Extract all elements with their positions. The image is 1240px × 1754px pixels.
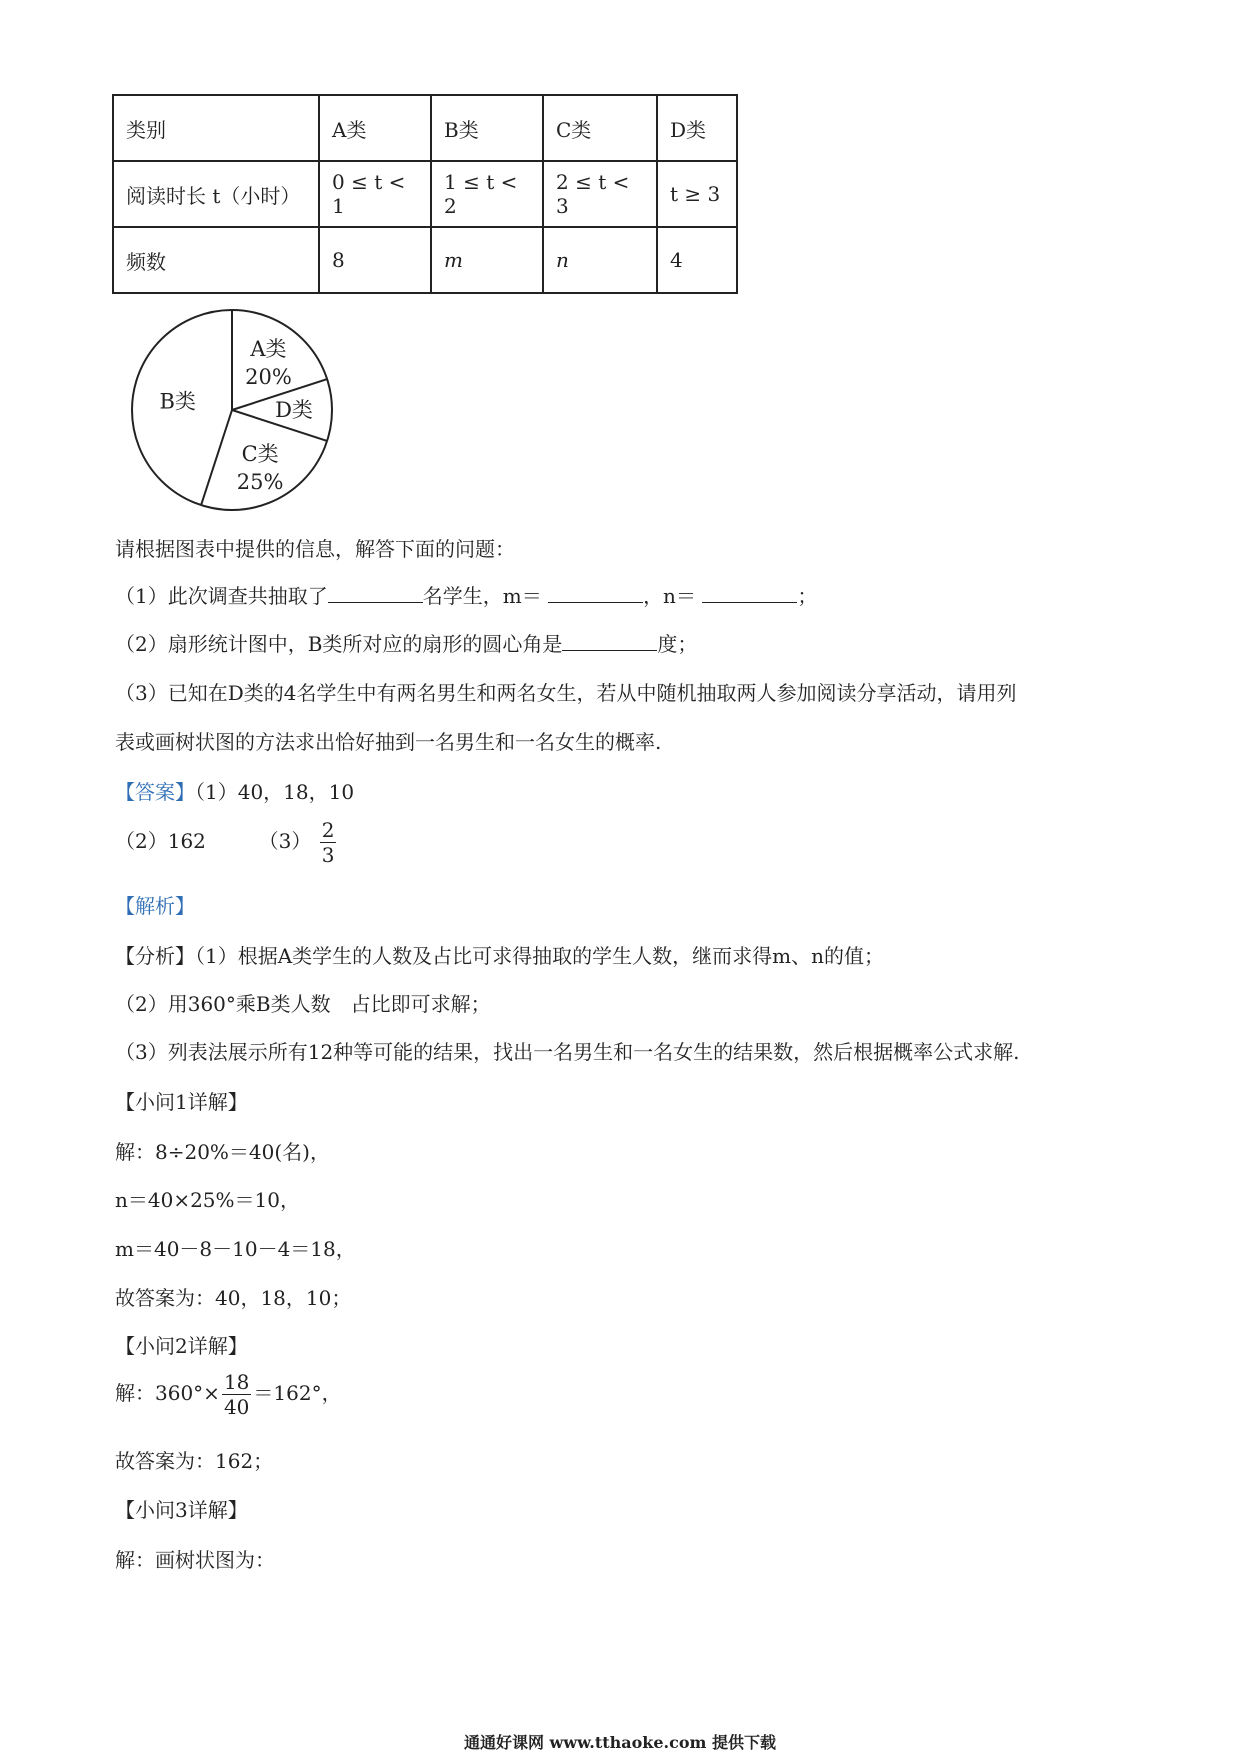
question-3-line2: 表或画树状图的方法求出恰好抽到一名男生和一名女生的概率. <box>115 730 662 754</box>
answer-line-2 <box>115 818 338 867</box>
table-cell: 2 ≤ t < 3 <box>543 161 657 227</box>
table-row <box>113 161 737 227</box>
fraction-numerator: 18 <box>223 1370 250 1394</box>
table-cell: n <box>543 227 657 293</box>
table-cell: 1 ≤ t < 2 <box>431 161 543 227</box>
pie-slice-value-label: 25% <box>236 470 284 495</box>
question-intro: 请根据图表中提供的信息，解答下面的问题： <box>115 537 515 561</box>
solution-line: 故答案为：40，18，10； <box>115 1286 352 1310</box>
pie-slice-label: D类 <box>275 398 313 422</box>
table-cell: 阅读时长 t（小时） <box>113 161 319 227</box>
answer-blank <box>548 584 643 603</box>
footer-watermark: 通通好课网 www.tthaoke.com 提供下载 <box>463 1733 777 1752</box>
question-3-line1: （3）已知在D类的4名学生中有两名男生和两名女生，若从中随机抽取两人参加阅读分享活动，请用列 <box>115 681 1017 705</box>
table-row <box>113 95 737 161</box>
table-cell: t ≥ 3 <box>657 161 737 227</box>
pie-chart <box>122 300 342 520</box>
fraction-numerator: 2 <box>321 818 335 842</box>
table-row <box>113 227 737 293</box>
s2-prefix: 解：360°× <box>115 1381 220 1405</box>
solution-line: m＝40－8－10－4＝18， <box>115 1237 356 1261</box>
table-cell: C类 <box>543 95 657 161</box>
q1-text-a: （1）此次调查共抽取了 <box>115 584 328 608</box>
q2-text-a: （2）扇形统计图中，B类所对应的扇形的圆心角是 <box>115 632 563 656</box>
q1-text-d: ； <box>797 584 818 608</box>
table-cell: 8 <box>319 227 431 293</box>
analysis-fx3: （3）列表法展示所有12种等可能的结果，找出一名男生和一名女生的结果数，然后根据概率公式求解. <box>115 1040 1020 1064</box>
frequency-table <box>112 94 738 294</box>
answer-1: （1）40，18，10 <box>195 780 355 804</box>
answer-blank <box>562 632 657 651</box>
analysis-fx2: （2）用360°乘B类人数 占比即可求解； <box>115 992 491 1016</box>
analysis-fx1: 【分析】（1）根据A类学生的人数及占比可求得抽取的学生人数，继而求得m、n的值； <box>115 944 885 968</box>
table-cell: D类 <box>657 95 737 161</box>
analysis-tag: 【解析】 <box>115 894 195 918</box>
table-cell: 频数 <box>113 227 319 293</box>
solution-line: 解：8÷20%＝40(名)， <box>115 1140 330 1164</box>
q1-text-c: ，n＝ <box>643 584 696 608</box>
answer-blank <box>702 584 797 603</box>
subquestion-2-title: 【小问2详解】 <box>115 1334 248 1358</box>
s2-suffix: ＝162°， <box>253 1381 342 1405</box>
fraction <box>320 818 337 867</box>
pie-slice-boundary <box>201 410 232 505</box>
question-1 <box>115 580 817 609</box>
fraction <box>222 1370 251 1419</box>
solution-line: n＝40×25%＝10， <box>115 1188 300 1212</box>
answer-2: （2）162 <box>115 829 206 853</box>
subquestion-1-title: 【小问1详解】 <box>115 1090 248 1114</box>
table-cell: 类别 <box>113 95 319 161</box>
table-cell: 0 ≤ t < 1 <box>319 161 431 227</box>
pie-slice-label: C类 <box>241 442 279 467</box>
subquestion-3-title: 【小问3详解】 <box>115 1498 248 1522</box>
answer-blank <box>328 584 423 603</box>
fraction-denominator: 3 <box>321 843 335 867</box>
table-cell: B类 <box>431 95 543 161</box>
q1-text-b: 名学生，m＝ <box>422 584 542 608</box>
q2-text-b: 度； <box>657 632 698 656</box>
answer-line-1 <box>115 776 354 805</box>
table-cell: 4 <box>657 227 737 293</box>
question-2 <box>115 628 697 657</box>
solution-line: 解：画树状图为： <box>115 1548 275 1572</box>
solution-line: 故答案为：162； <box>115 1449 274 1473</box>
answer-3-prefix: （3） <box>258 829 312 853</box>
solution-line <box>115 1370 342 1419</box>
pie-slice-label: B类 <box>159 389 196 414</box>
answer-tag: 【答案】 <box>115 780 195 804</box>
table-cell: A类 <box>319 95 431 161</box>
fraction-denominator: 40 <box>223 1395 250 1419</box>
pie-slice-value-label: 20% <box>245 364 292 389</box>
pie-slice-label: A类 <box>250 336 287 361</box>
table-cell: m <box>431 227 543 293</box>
